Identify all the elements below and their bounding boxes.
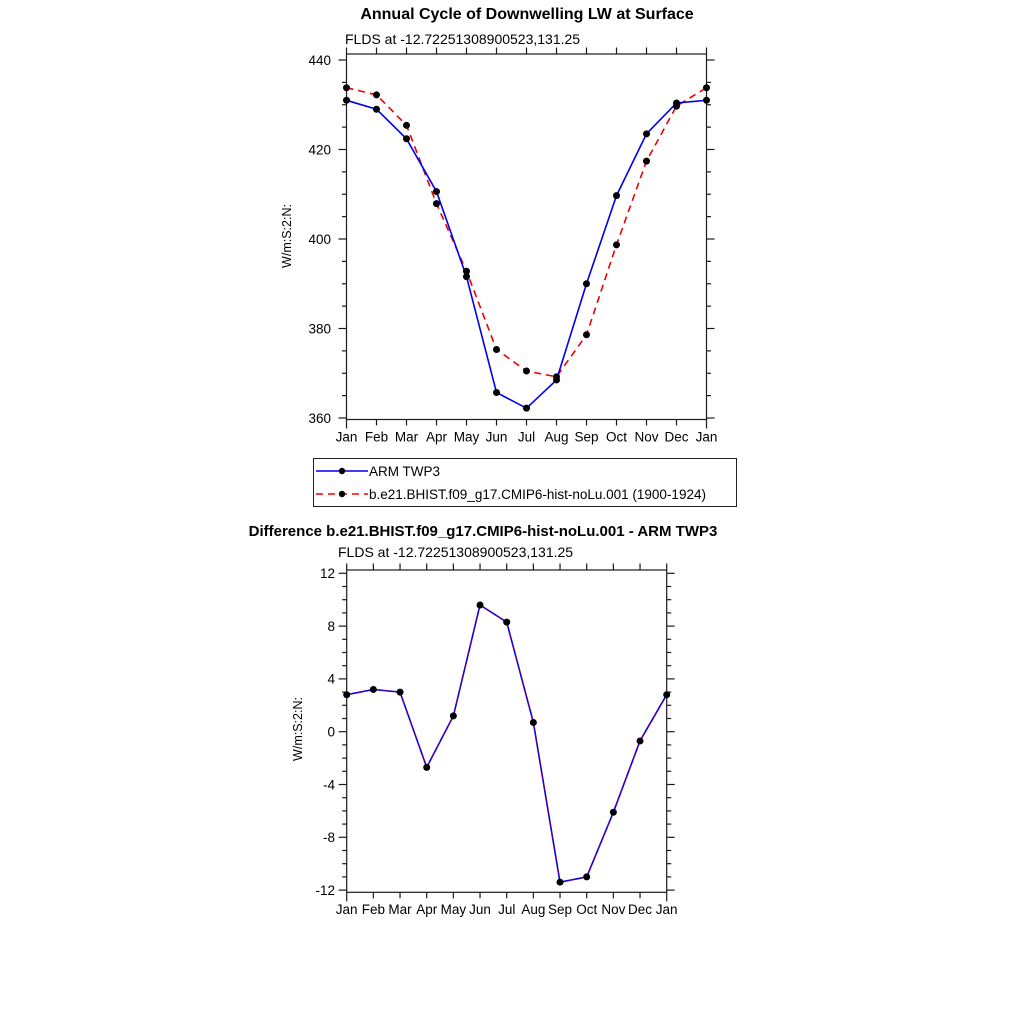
svg-text:Oct: Oct — [605, 429, 628, 445]
svg-text:Jul: Jul — [517, 429, 536, 445]
svg-text:Dec: Dec — [664, 429, 689, 445]
svg-text:420: 420 — [308, 142, 331, 158]
bottom-chart-title: Difference b.e21.BHIST.f09_g17.CMIP6-hist-noLu.001 - ARM TWP3 — [248, 523, 718, 540]
plot-frame — [347, 54, 707, 420]
svg-text:Jan: Jan — [335, 429, 358, 445]
bottom-chart-y-axis-label: W/m:S:2:N: — [291, 697, 305, 761]
svg-text:Aug: Aug — [521, 902, 546, 917]
top-chart-y-axis-label: W/m:S:2:N: — [280, 204, 294, 268]
svg-text:Sep: Sep — [574, 429, 599, 445]
svg-text:-12: -12 — [315, 882, 335, 898]
tick-labels — [308, 53, 717, 445]
svg-text:440: 440 — [308, 52, 331, 68]
svg-text:360: 360 — [308, 410, 331, 426]
svg-text:Aug: Aug — [544, 429, 569, 445]
svg-text:Apr: Apr — [416, 902, 438, 917]
svg-text:Sep: Sep — [548, 902, 573, 917]
legend-line-solid-sample — [316, 460, 368, 482]
svg-text:Feb: Feb — [361, 902, 385, 917]
svg-text:4: 4 — [327, 671, 335, 687]
top-chart-title: Annual Cycle of Downwelling LW at Surface — [360, 6, 694, 23]
svg-text:Nov: Nov — [601, 902, 626, 917]
plot-frame — [347, 570, 667, 892]
svg-text:Mar: Mar — [388, 902, 412, 917]
svg-text:Jan: Jan — [655, 902, 678, 917]
svg-text:Dec: Dec — [628, 902, 653, 917]
svg-text:Jan: Jan — [335, 902, 358, 917]
svg-text:Feb: Feb — [364, 429, 389, 445]
svg-text:400: 400 — [308, 231, 331, 247]
top-chart-subtitle: FLDS at -12.72251308900523,131.25 — [345, 31, 581, 47]
bottom-chart-subtitle: FLDS at -12.72251308900523,131.25 — [338, 544, 574, 560]
chart-0 — [308, 48, 717, 445]
series-line-overlay — [347, 605, 667, 882]
legend-line-dashed-sample — [316, 483, 368, 505]
legend — [313, 458, 737, 507]
legend-item-arm-twp3 — [314, 460, 736, 483]
svg-text:380: 380 — [308, 321, 331, 337]
series-markers — [343, 601, 670, 885]
svg-text:-4: -4 — [322, 777, 335, 793]
svg-text:Jun: Jun — [469, 902, 491, 917]
legend-label-arm-twp3: ARM TWP3 — [369, 463, 441, 479]
axes-ticks — [339, 564, 675, 902]
series-markers — [343, 84, 710, 411]
svg-text:May: May — [440, 902, 467, 917]
svg-text:Nov: Nov — [634, 429, 659, 445]
svg-text:Apr: Apr — [425, 429, 448, 445]
series-line — [347, 88, 707, 377]
svg-text:Jun: Jun — [485, 429, 508, 445]
svg-text:Mar: Mar — [394, 429, 419, 445]
svg-text:8: 8 — [327, 618, 335, 634]
svg-text:-8: -8 — [322, 830, 335, 846]
legend-item-model — [314, 483, 736, 506]
svg-text:Oct: Oct — [576, 902, 598, 917]
chart-1 — [315, 564, 677, 918]
svg-text:12: 12 — [319, 566, 335, 582]
svg-text:Jan: Jan — [695, 429, 718, 445]
tick-labels — [315, 566, 677, 917]
svg-text:0: 0 — [327, 724, 335, 740]
svg-text:May: May — [453, 429, 480, 445]
series-line — [347, 100, 707, 408]
legend-label-model: b.e21.BHIST.f09_g17.CMIP6-hist-noLu.001 (1900-1924) — [369, 486, 706, 502]
svg-text:Jul: Jul — [498, 902, 516, 917]
series-line — [347, 605, 667, 882]
